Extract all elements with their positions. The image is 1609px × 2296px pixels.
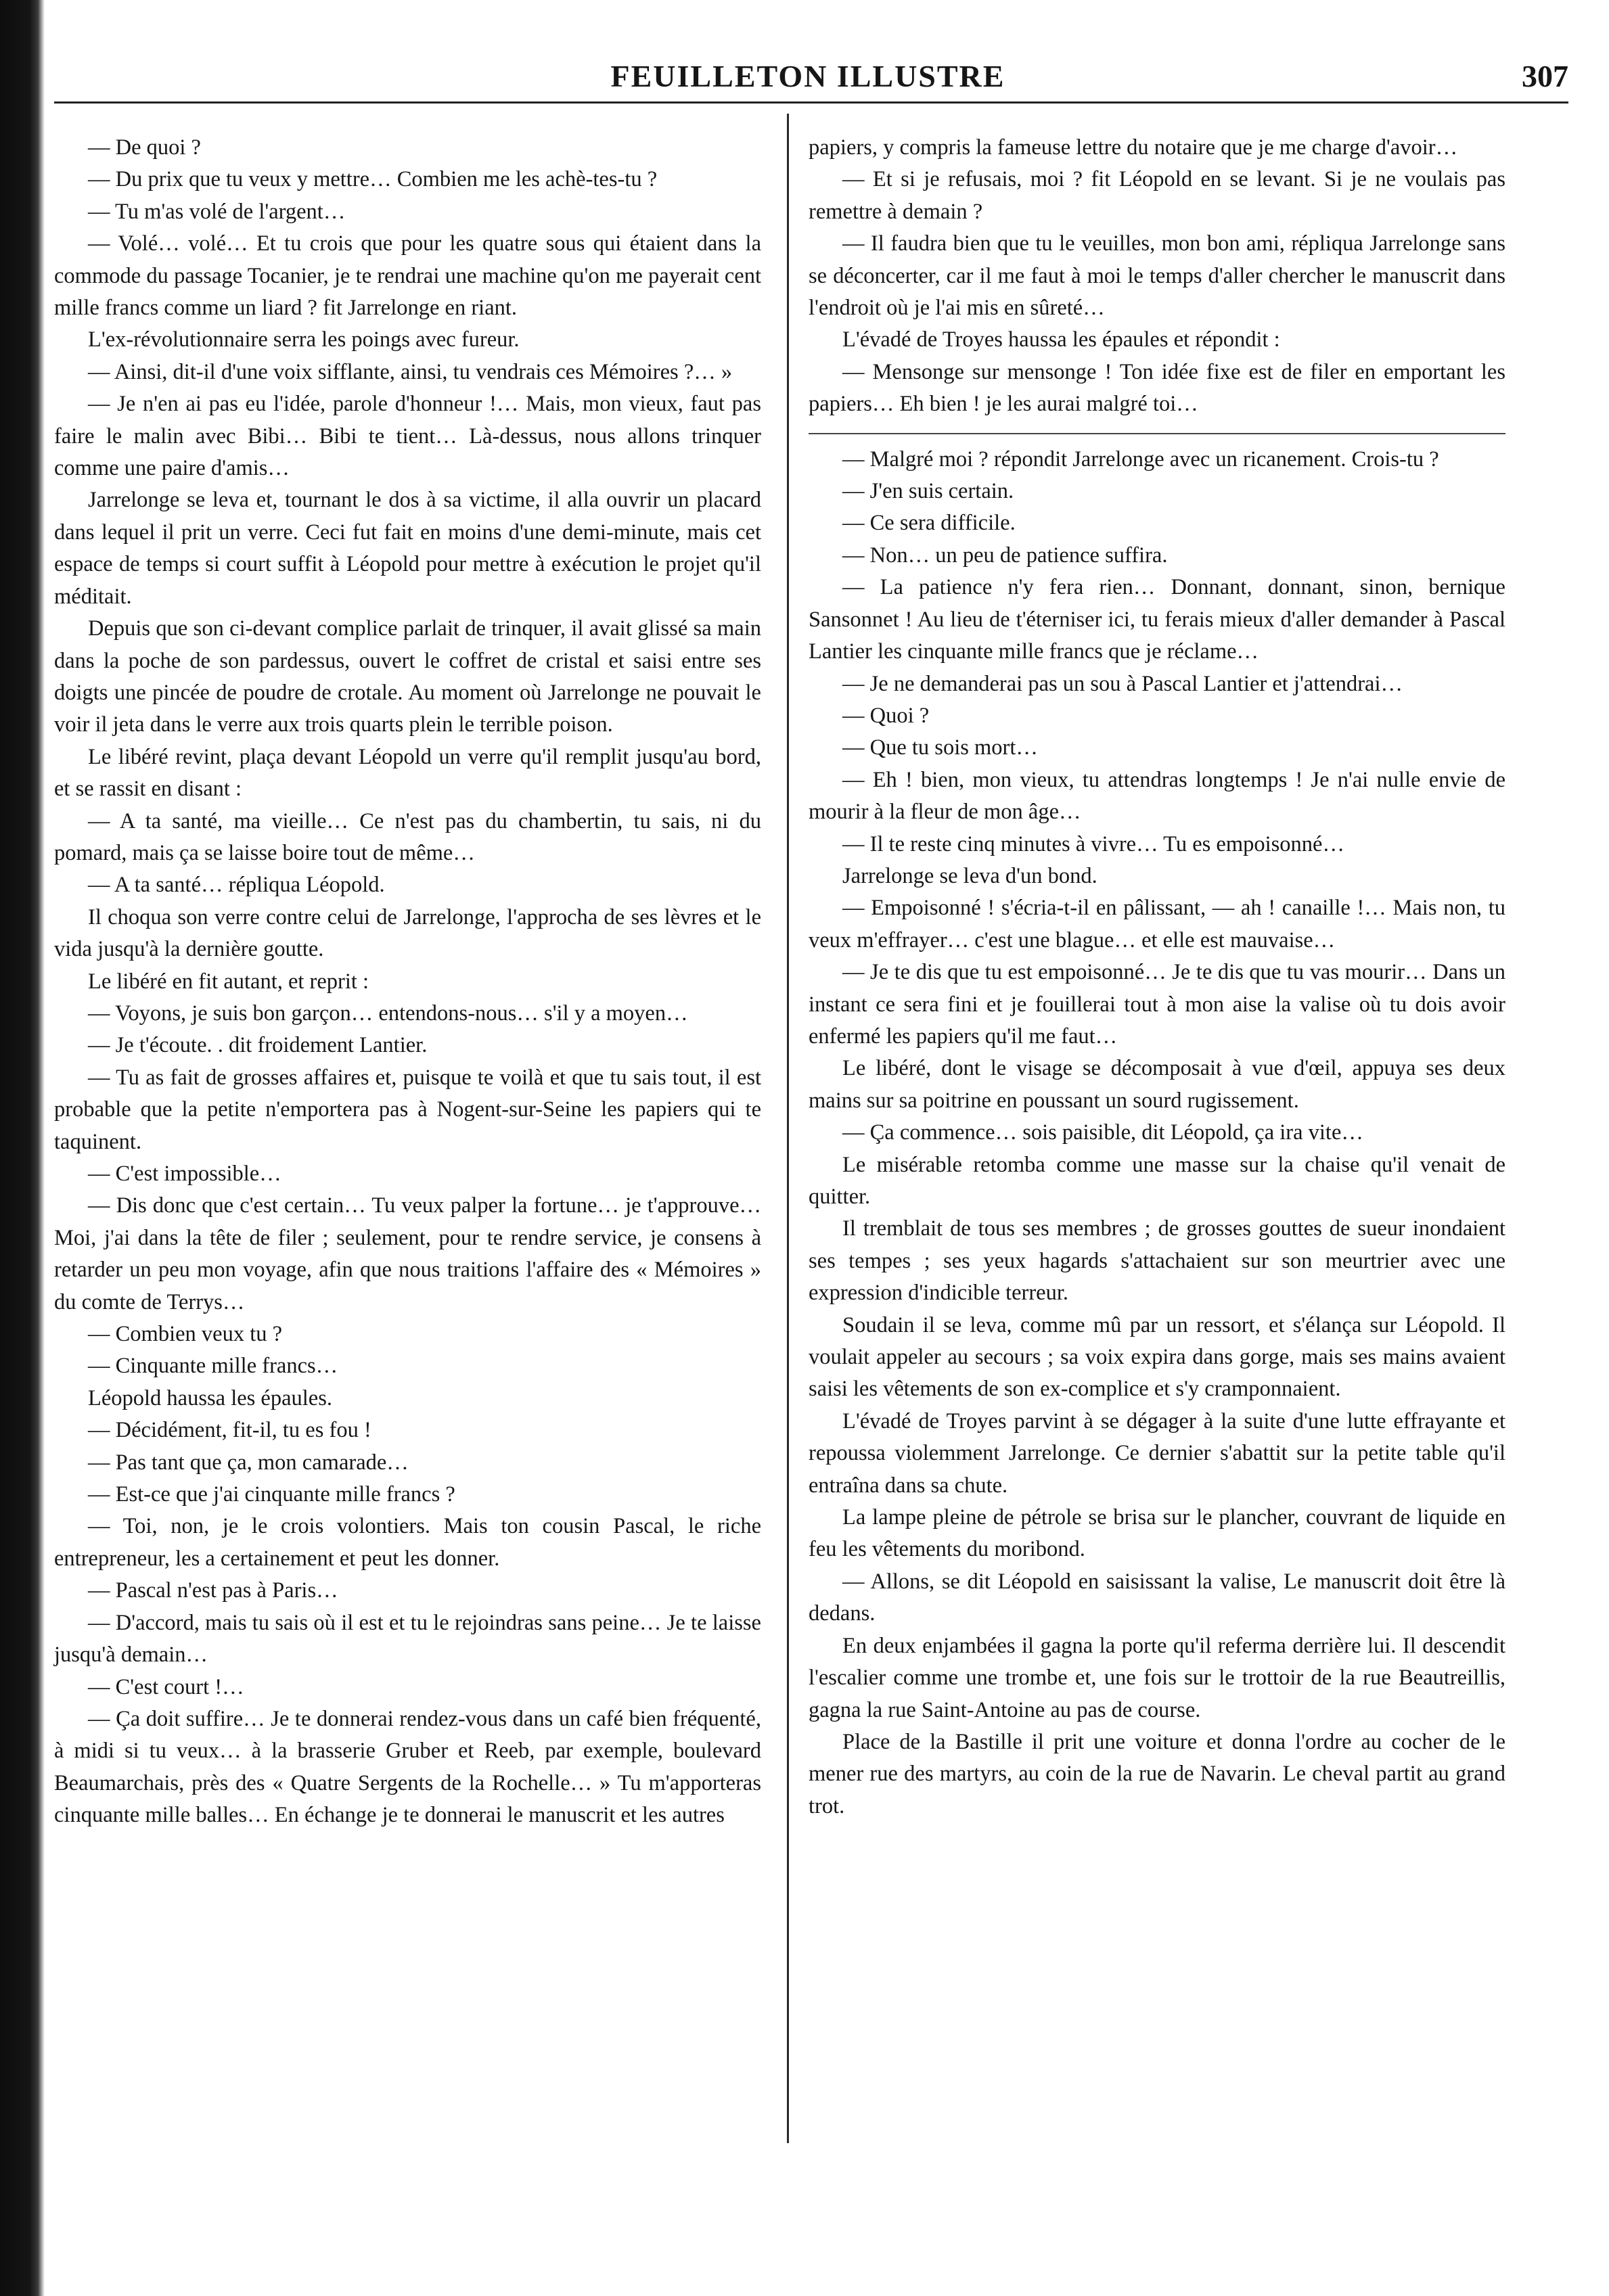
paragraph: Place de la Bastille il prit une voiture et donna l'ordre au cocher de le mener rue des martyrs, au coin de la rue de Navarin. Le cheval partit au grand trot. xyxy=(809,1729,1505,1818)
paragraph: — Je ne demanderai pas un sou à Pascal Lantier et j'attendrai… xyxy=(842,671,1403,696)
journal-title: FEUILLETON ILLUSTRE xyxy=(610,59,1005,93)
paragraph: En deux enjambées il gagna la porte qu'il referma derrière lui. Il descendit l'escalier comme une trombe et, une fois sur le trottoir de la rue Beautreillis, gagna la rue Saint-Antoine au pas de course. xyxy=(809,1633,1505,1722)
paragraph: Soudain il se leva, comme mû par un ressort, et s'élança sur Léopold. Il voulait appeler au secours ; sa voix expira dans gorge, mais ses mains avaient saisi les vêtements de son ex-complice et s'y cramponnaient. xyxy=(809,1312,1505,1402)
paragraph: — Eh ! bien, mon vieux, tu attendras longtemps ! Je n'ai nulle envie de mourir à la fleur de mon âge… xyxy=(809,767,1505,825)
paragraph: — Du prix que tu veux y mettre… Combien me les achè-tes-tu ? xyxy=(88,167,658,192)
paragraph: La lampe pleine de pétrole se brisa sur le plancher, couvrant de liquide en feu les vêtements du moribond. xyxy=(809,1505,1505,1562)
paragraph: — Voyons, je suis bon garçon… entendons-nous… s'il y a moyen… xyxy=(88,1001,688,1026)
paragraph: Le libéré revint, plaça devant Léopold un verre qu'il remplit jusqu'au bord, et se rassit en disant : xyxy=(54,744,761,802)
paragraph: — Je n'en ai pas eu l'idée, parole d'honneur !… Mais, mon vieux, faut pas faire le malin avec Bibi… Bibi te tient… Là-dessus, nous allons trinquer comme une paire d'amis… xyxy=(54,392,761,481)
paragraph: — De quoi ? xyxy=(88,135,201,160)
paragraph: Il choqua son verre contre celui de Jarrelonge, l'approcha de ses lèvres et le vida jusqu'à la dernière goutte. xyxy=(54,904,761,962)
paragraph: Jarrelonge se leva et, tournant le dos à sa victime, il alla ouvrir un placard dans lequel il prit un verre. Ceci fut fait en moins d'une demi-minute, mais cet espace de temps si court suffit à Léopold pour mettre à exécution le projet qu'il méditait. xyxy=(54,488,761,609)
paragraph: — Et si je refusais, moi ? fit Léopold en se levant. Si je ne voulais pas remettre à demain ? xyxy=(809,167,1505,224)
paragraph: — D'accord, mais tu sais où il est et tu le rejoindras sans peine… Je te laisse jusqu'à demain… xyxy=(54,1610,761,1668)
left-column xyxy=(54,132,761,1832)
paragraph: — Ça doit suffire… Je te donnerai rendez-vous dans un café bien fréquenté, à midi si tu veux… à la brasserie Gruber et Reeb, par exemple, boulevard Beaumarchais, près des « Quatre Sergents de la Rochelle… » Tu m'apporteras cinquante mille balles… En échange je te donnerai le manuscrit et les autres xyxy=(54,1706,761,1828)
paragraph: — Est-ce que j'ai cinquante mille francs ? xyxy=(88,1482,455,1507)
running-header xyxy=(47,53,1568,100)
page-number: 307 xyxy=(1522,59,1568,93)
paragraph: — Allons, se dit Léopold en saisissant la valise, Le manuscrit doit être là dedans. xyxy=(809,1569,1505,1626)
paragraph: — Non… un peu de patience suffira. xyxy=(842,543,1168,568)
paragraph: — Que tu sois mort… xyxy=(842,735,1038,760)
paragraph: — Empoisonné ! s'écria-t-il en pâlissant, — ah ! canaille !… Mais non, tu veux m'effrayer… c'est une blague… et elle est mauvaise… xyxy=(809,896,1505,952)
paragraph: — Malgré moi ? répondit Jarrelonge avec un ricanement. Crois-tu ? xyxy=(842,446,1439,472)
paragraph: — Toi, non, je le crois volontiers. Mais ton cousin Pascal, le riche entrepreneur, les a certainement et peut les donner. xyxy=(54,1514,761,1571)
paragraph: — Quoi ? xyxy=(842,703,930,728)
paragraph: — Volé… volé… Et tu crois que pour les quatre sous qui étaient dans la commode du passage Tocanier, je te rendrai une machine qu'on me payerait cent mille francs comme un liard ? fit Jarrelonge en riant. xyxy=(54,231,761,321)
paragraph: Le libéré en fit autant, et reprit : xyxy=(88,969,369,994)
paragraph: Jarrelonge se leva d'un bond. xyxy=(842,863,1097,888)
paragraph: — Combien veux tu ? xyxy=(88,1322,283,1347)
paragraph: — Pas tant que ça, mon camarade… xyxy=(88,1450,409,1475)
paragraph: — Ça commence… sois paisible, dit Léopold, ça ira vite… xyxy=(842,1120,1363,1145)
right-column xyxy=(809,132,1505,1822)
book-binding-edge xyxy=(0,0,45,2296)
paragraph: — Dis donc que c'est certain… Tu veux palper la fortune… je t'approuve… Moi, j'ai dans la tête de filer ; seulement, pour te rendre service, je consens à retarder un peu mon voyage, afin que nous traitions l'affaire des « Mémoires » du comte de Terrys… xyxy=(54,1193,761,1314)
paragraph: — A ta santé… répliqua Léopold. xyxy=(88,873,385,898)
paragraph: — Il faudra bien que tu le veuilles, mon bon ami, répliqua Jarrelonge sans se déconcerter, car il me faut à moi le temps d'aller chercher le manuscrit dans l'endroit où je l'ai mis en sûreté… xyxy=(809,231,1505,321)
paragraph: Le libéré, dont le visage se décomposait à vue d'œil, appuya ses deux mains sur sa poitrine en poussant un sourd rugissement. xyxy=(809,1056,1505,1113)
paragraph: — Cinquante mille francs… xyxy=(88,1354,338,1379)
paragraph: Depuis que son ci-devant complice parlait de trinquer, il avait glissé sa main dans la poche de son pardessus, ouvert le coffret de cristal et saisi entre ses doigts une pincée de poudre de crotale. Au moment où Jarrelonge ne pouvait le voir il jeta dans le verre aux trois quarts plein le terrible poison. xyxy=(54,616,761,737)
paragraph: L'ex-révolutionnaire serra les poings avec fureur. xyxy=(88,327,520,352)
paragraph: — Tu m'as volé de l'argent… xyxy=(88,199,346,224)
paragraph: — Mensonge sur mensonge ! Ton idée fixe est de filer en emportant les papiers… Eh bien ! je les aurai malgré toi… xyxy=(809,359,1505,417)
paragraph: — Pascal n'est pas à Paris… xyxy=(88,1578,338,1603)
paragraph: — Tu as fait de grosses affaires et, puisque te voilà et que tu sais tout, il est probable que la petite n'emportera pas à Nogent-sur-Seine les papiers qui te taquinent. xyxy=(54,1065,761,1154)
paragraph: — Il te reste cinq minutes à vivre… Tu es empoisonné… xyxy=(842,831,1344,856)
paragraph: — Ainsi, dit-il d'une voix sifflante, ainsi, tu vendrais ces Mémoires ?… » xyxy=(88,359,733,384)
paragraph: Léopold haussa les épaules. xyxy=(88,1385,333,1410)
paragraph: Le misérable retomba comme une masse sur la chaise qu'il venait de quitter. xyxy=(809,1152,1505,1209)
header-rule xyxy=(54,101,1568,104)
paragraph: — C'est court !… xyxy=(88,1674,244,1699)
paragraph: — Décidément, fit-il, tu es fou ! xyxy=(88,1418,371,1443)
paragraph: — J'en suis certain. xyxy=(842,479,1014,504)
paragraph: papiers, y compris la fameuse lettre du notaire que je me charge d'avoir… xyxy=(809,135,1458,160)
paragraph: — C'est impossible… xyxy=(88,1162,281,1186)
paragraph: Il tremblait de tous ses membres ; de grosses gouttes de sueur inondaient ses tempes ; ses yeux hagards s'attachaient sur son meurtrier avec une expression d'indicible terreur. xyxy=(809,1216,1505,1306)
paragraph: — A ta santé, ma vieille… Ce n'est pas du chambertin, tu sais, ni du pomard, mais ça se laisse boire tout de même… xyxy=(54,808,761,865)
section-rule xyxy=(809,433,1505,434)
paragraph: L'évadé de Troyes parvint à se dégager à la suite d'une lutte effrayante et repoussa violemment Jarrelonge. Ce dernier s'abattit sur la petite table qu'il entraîna dans sa chute. xyxy=(809,1408,1505,1498)
paragraph: — Ce sera difficile. xyxy=(842,511,1016,536)
paragraph: — Je t'écoute. . dit froidement Lantier. xyxy=(88,1033,428,1058)
paragraph: — Je te dis que tu est empoisonné… Je te dis que tu vas mourir… Dans un instant ce sera fini et je fouillerai tout à mon aise la valise où tu dois avoir enfermé les papiers qu'il me faut… xyxy=(809,960,1505,1049)
paragraph: L'évadé de Troyes haussa les épaules et répondit : xyxy=(842,327,1280,352)
paragraph: — La patience n'y fera rien… Donnant, donnant, sinon, bernique Sansonnet ! Au lieu de t'éterniser ici, tu ferais mieux d'aller demander à Pascal Lantier les cinquante mille francs que je réclame… xyxy=(809,575,1505,664)
column-divider xyxy=(787,114,789,2143)
